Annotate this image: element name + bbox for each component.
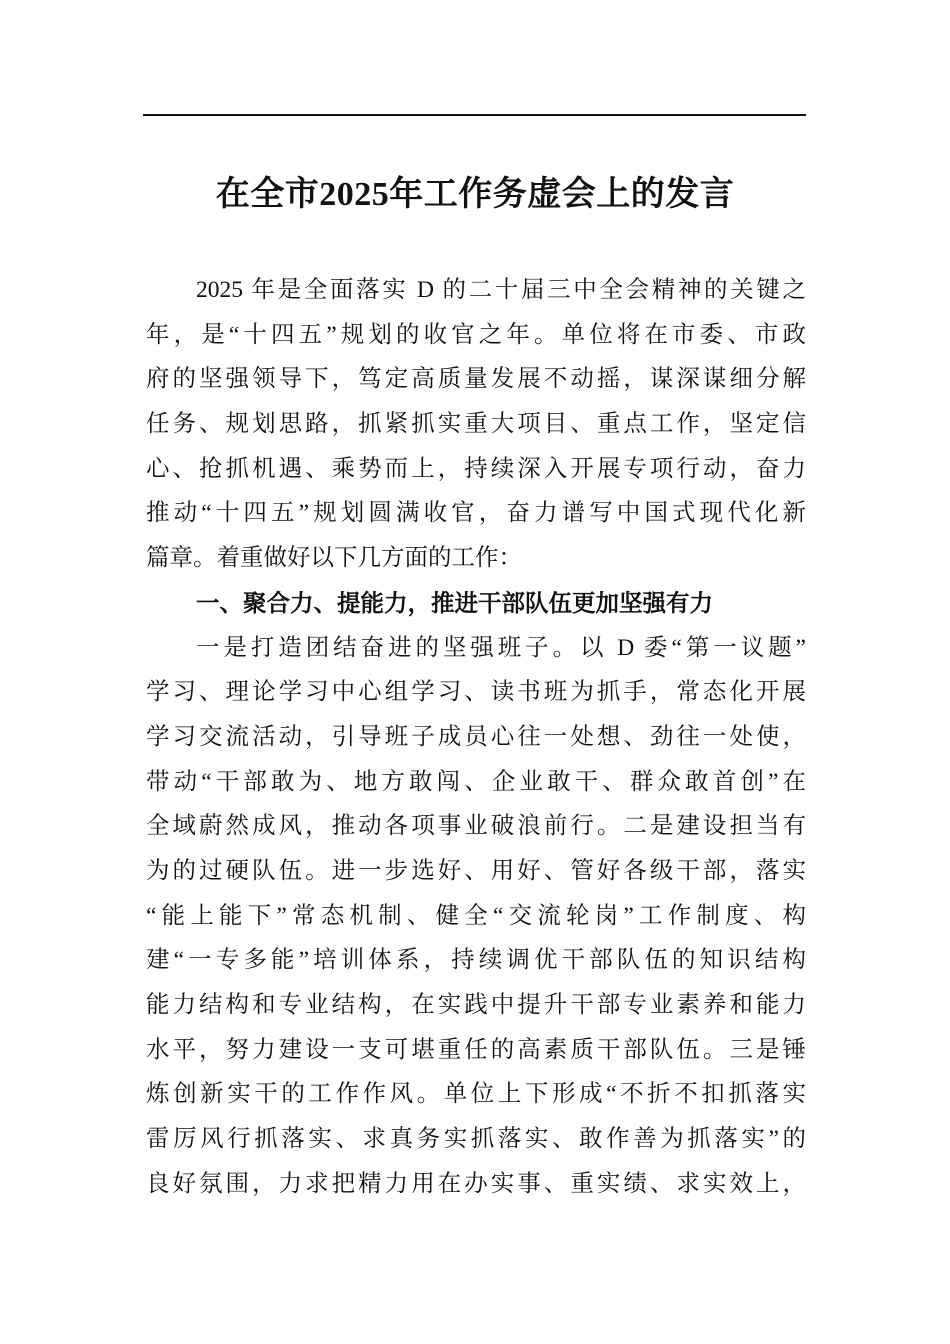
text-line: 带动“干部敢为、地方敢闯、企业敢干、群众敢首创”在 xyxy=(146,768,806,795)
text-line: 雷厉风行抓落实、求真务实抓落实、敢作善为抓落实”的 xyxy=(146,1126,806,1153)
text-line: 2025 年是全面落实 D 的二十届三中全会精神的关键之 xyxy=(196,277,806,303)
header-rule xyxy=(143,114,806,116)
text-line: 全域蔚然成风，推动各项事业破浪前行。二是建设担当有 xyxy=(146,813,806,840)
text-line: 推动“十四五”规划圆满收官，奋力谱写中国式现代化新 xyxy=(146,500,806,527)
paragraph xyxy=(146,626,806,1207)
section-heading xyxy=(146,581,806,626)
text-line: 府的坚强领导下，笃定高质量发展不动摇，谋深谋细分解 xyxy=(146,366,806,393)
text-line: “能上能下”常态机制、健全“交流轮岗”工作制度、构 xyxy=(146,902,806,929)
text-line: 炼创新实干的工作作风。单位上下形成“不折不扣抓落实 xyxy=(146,1081,806,1108)
text-line: 良好氛围，力求把精力用在办实事、重实绩、求实效上， xyxy=(146,1170,806,1197)
text-line: 学习交流活动，引导班子成员心往一处想、劲往一处使， xyxy=(146,723,806,750)
text-line: 学习、理论学习中心组学习、读书班为抓手，常态化开展 xyxy=(146,679,806,706)
text-line: 一是打造团结奋进的坚强班子。以 D 委“第一议题” xyxy=(196,634,806,661)
text-line: 篇章。着重做好以下几方面的工作： xyxy=(146,545,522,572)
text-line: 为的过硬队伍。进一步选好、用好、管好各级干部，落实 xyxy=(146,857,806,884)
text-line: 心、抢抓机遇、乘势而上，持续深入开展专项行动，奋力 xyxy=(146,455,806,482)
text-line: 建“一专多能”培训体系，持续调优干部队伍的知识结构 xyxy=(146,947,806,974)
text-line: 能力结构和专业结构，在实践中提升干部专业素养和能力 xyxy=(146,992,806,1018)
document-title: 在全市2025年工作务虚会上的发言 xyxy=(215,176,735,213)
paragraph xyxy=(146,268,806,581)
text-line: 水平，努力建设一支可堪重任的高素质干部队伍。三是锤 xyxy=(146,1036,806,1063)
text-line: 任务、规划思路，抓紧抓实重大项目、重点工作，坚定信 xyxy=(146,411,806,438)
heading-line: 一、聚合力、提能力，推进干部队伍更加坚强有力 xyxy=(196,589,713,616)
text-line: 年，是“十四五”规划的收官之年。单位将在市委、市政 xyxy=(146,321,806,348)
document-body xyxy=(146,268,806,1206)
